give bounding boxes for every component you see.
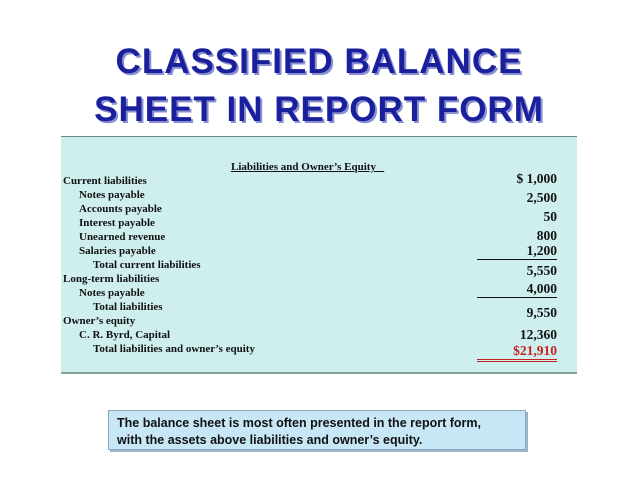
slide-title-line-2: SHEET IN REPORT FORM xyxy=(94,90,544,129)
label-salaries-payable: Salaries payable xyxy=(79,245,156,257)
label-long-term-notes-payable: Notes payable xyxy=(79,287,145,299)
label-current-liabilities: Current liabilities xyxy=(63,175,147,187)
amount-5550: 5,550 xyxy=(526,263,557,278)
amount-50: 50 xyxy=(543,209,557,224)
amount-12360: 12,360 xyxy=(519,327,557,342)
label-total-liabilities-and-equity: Total liabilities and owner’s equity xyxy=(93,343,255,355)
label-notes-payable: Notes payable xyxy=(79,189,145,201)
label-interest-payable: Interest payable xyxy=(79,217,155,229)
sheet-section-header: Liabilities and Owner’s Equity xyxy=(231,161,385,173)
balance-sheet-panel xyxy=(61,136,577,374)
amount-1200: 1,200 xyxy=(477,243,557,260)
label-capital: C. R. Byrd, Capital xyxy=(79,329,171,341)
amount-4000: 4,000 xyxy=(477,281,557,298)
amount-9550: 9,550 xyxy=(526,305,557,320)
label-long-term-liabilities: Long-term liabilities xyxy=(63,273,160,285)
label-unearned-revenue: Unearned revenue xyxy=(79,231,166,243)
slide-title xyxy=(0,38,638,134)
label-total-current-liabilities: Total current liabilities xyxy=(93,259,201,271)
label-accounts-payable: Accounts payable xyxy=(79,203,162,215)
amount-800: 800 xyxy=(536,228,557,243)
amount-1000: $ 1,000 xyxy=(516,171,557,186)
note-line-1: The balance sheet is most often presented in the report form, xyxy=(117,416,481,430)
note-line-2: with the assets above liabilities and owner’s equity. xyxy=(117,433,423,447)
explanation-note xyxy=(108,410,526,450)
amount-2500: 2,500 xyxy=(526,190,557,205)
slide-title-line-1: CLASSIFIED BALANCE xyxy=(115,42,523,81)
amount-21910-total: $21,910 xyxy=(477,343,557,362)
label-total-liabilities: Total liabilities xyxy=(93,301,163,313)
label-owners-equity: Owner’s equity xyxy=(63,315,136,327)
